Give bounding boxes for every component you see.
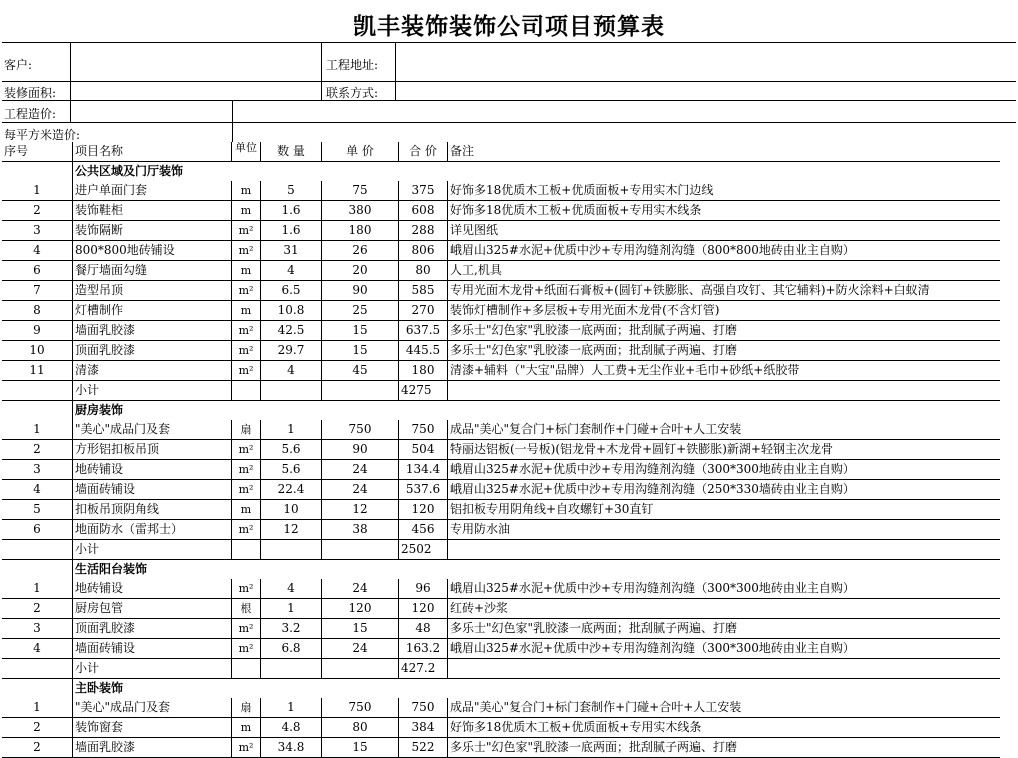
table-row — [2, 579, 1000, 599]
item-name: 清漆 — [73, 361, 232, 381]
item-note: 多乐士"幻色家"乳胶漆一底两面；批刮腻子两遍、打磨 — [448, 619, 1001, 639]
budget-table — [2, 142, 1000, 758]
table-row — [2, 181, 1000, 201]
table-row — [2, 718, 1000, 738]
item-name: 造型吊顶 — [73, 281, 232, 301]
item-unit-price: 26 — [322, 241, 399, 261]
item-unit: 扇 — [232, 698, 261, 718]
table-row — [2, 321, 1000, 341]
item-name: 公共区域及门厅装饰 — [73, 162, 232, 182]
item-total: 445.5 — [399, 341, 448, 361]
section-header-row — [2, 679, 1000, 699]
item-note — [448, 162, 1001, 182]
table-row — [2, 221, 1000, 241]
item-total: 585 — [399, 281, 448, 301]
item-note — [448, 560, 1001, 580]
item-total: 96 — [399, 579, 448, 599]
document-title: 凯丰装饰装饰公司项目预算表 — [353, 14, 665, 40]
item-note: 峨眉山325#水泥+优质中沙+专用沟缝剂沟缝（250*330墙砖由业主自购） — [448, 480, 1001, 500]
table-row — [2, 520, 1000, 540]
item-unit: m² — [232, 241, 261, 261]
row-number — [2, 560, 73, 580]
item-note — [448, 381, 1001, 401]
item-quantity: 29.7 — [261, 341, 322, 361]
item-total: 288 — [399, 221, 448, 241]
item-note: 成品"美心"复合门+标门套制作+门碰+合叶+人工安装 — [448, 698, 1001, 718]
item-unit-price: 24 — [322, 639, 399, 659]
item-total: 375 — [399, 181, 448, 201]
item-name: 装饰隔断 — [73, 221, 232, 241]
item-quantity — [261, 540, 322, 560]
item-quantity — [261, 659, 322, 679]
section-header-row — [2, 560, 1000, 580]
item-name: 地面防水（雷邦士） — [73, 520, 232, 540]
item-note: 红砖+沙浆 — [448, 599, 1001, 619]
row-number: 3 — [2, 460, 73, 480]
item-total: 806 — [399, 241, 448, 261]
row-number: 8 — [2, 301, 73, 321]
item-unit: m² — [232, 341, 261, 361]
item-unit-price: 180 — [322, 221, 399, 241]
item-quantity: 4 — [261, 579, 322, 599]
item-quantity: 4.8 — [261, 718, 322, 738]
col-header-price: 单 价 — [322, 142, 399, 162]
item-unit: m² — [232, 579, 261, 599]
item-quantity: 42.5 — [261, 321, 322, 341]
item-quantity: 34.8 — [261, 738, 322, 758]
item-quantity: 1 — [261, 599, 322, 619]
item-quantity: 31 — [261, 241, 322, 261]
item-unit — [232, 540, 261, 560]
item-total: 504 — [399, 440, 448, 460]
item-unit — [232, 162, 261, 182]
item-unit-price — [322, 560, 399, 580]
item-name: "美心"成品门及套 — [73, 420, 232, 440]
item-note: 清漆+辅料（"大宝"品牌）人工费+无尘作业+毛巾+砂纸+纸胶带 — [448, 361, 1001, 381]
table-row — [2, 341, 1000, 361]
header-row3-border — [2, 122, 1016, 123]
item-quantity — [261, 162, 322, 182]
item-quantity: 1 — [261, 420, 322, 440]
item-quantity: 12 — [261, 520, 322, 540]
item-name: 餐厅墙面勾缝 — [73, 261, 232, 281]
table-row — [2, 599, 1000, 619]
item-total: 522 — [399, 738, 448, 758]
item-note — [448, 659, 1001, 679]
row-number: 6 — [2, 261, 73, 281]
table-row — [2, 619, 1000, 639]
header-row2-border — [2, 100, 1016, 101]
section-header-row — [2, 401, 1000, 421]
item-unit-price: 380 — [322, 201, 399, 221]
item-name: 主卧装饰 — [73, 679, 232, 699]
item-name: 生活阳台装饰 — [73, 560, 232, 580]
item-unit-price — [322, 401, 399, 421]
table-row — [2, 480, 1000, 500]
item-note: 专用光面木龙骨+纸面石膏板+(圆钉+铁膨胀、高强自攻钉、其它辅料)+防火涂料+白蚁清 — [448, 281, 1001, 301]
col-header-qty: 数 量 — [261, 142, 322, 162]
row-number: 1 — [2, 181, 73, 201]
item-note: 好饰多18优质木工板+优质面板+专用实木线条 — [448, 718, 1001, 738]
item-unit: m² — [232, 321, 261, 341]
item-unit: m² — [232, 361, 261, 381]
header-value-divider — [232, 100, 233, 142]
table-row — [2, 281, 1000, 301]
item-note — [448, 540, 1001, 560]
item-name: 墙面砖铺设 — [73, 480, 232, 500]
item-name: 800*800地砖铺设 — [73, 241, 232, 261]
row-number — [2, 679, 73, 699]
item-unit-price — [322, 540, 399, 560]
item-total — [399, 679, 448, 699]
item-unit-price: 90 — [322, 281, 399, 301]
item-name: 小计 — [73, 659, 232, 679]
item-unit-price — [322, 162, 399, 182]
item-total: 384 — [399, 718, 448, 738]
row-number: 10 — [2, 341, 73, 361]
item-name: 墙面砖铺设 — [73, 639, 232, 659]
col-header-note: 备注 — [448, 142, 1001, 162]
item-unit: m — [232, 181, 261, 201]
item-note: 多乐士"幻色家"乳胶漆一底两面；批刮腻子两遍、打磨 — [448, 321, 1001, 341]
col-header-no: 序号 — [2, 142, 73, 162]
table-row — [2, 241, 1000, 261]
item-note: 装饰灯槽制作+多层板+专用光面木龙骨(不含灯管) — [448, 301, 1001, 321]
item-unit-price: 38 — [322, 520, 399, 540]
item-unit-price: 90 — [322, 440, 399, 460]
item-quantity: 4 — [261, 361, 322, 381]
row-number: 9 — [2, 321, 73, 341]
item-quantity: 10 — [261, 500, 322, 520]
item-name: 墙面乳胶漆 — [73, 738, 232, 758]
item-quantity: 10.8 — [261, 301, 322, 321]
item-quantity: 3.2 — [261, 619, 322, 639]
item-unit: m² — [232, 639, 261, 659]
item-unit: m — [232, 201, 261, 221]
col-header-name: 项目名称 — [73, 142, 232, 162]
item-unit: m² — [232, 520, 261, 540]
item-note: 峨眉山325#水泥+优质中沙+专用沟缝剂沟缝（300*300地砖由业主自购） — [448, 460, 1001, 480]
row-number: 4 — [2, 639, 73, 659]
item-quantity: 1.6 — [261, 201, 322, 221]
item-note — [448, 679, 1001, 699]
row-number: 4 — [2, 480, 73, 500]
item-total: 537.6 — [399, 480, 448, 500]
item-total: 608 — [399, 201, 448, 221]
item-name: 装饰窗套 — [73, 718, 232, 738]
item-unit: m — [232, 500, 261, 520]
table-row — [2, 639, 1000, 659]
section-header-row — [2, 162, 1000, 182]
row-number: 7 — [2, 281, 73, 301]
item-unit-price: 750 — [322, 420, 399, 440]
item-total — [399, 401, 448, 421]
item-note: 专用防水油 — [448, 520, 1001, 540]
header-top-border — [2, 42, 1016, 43]
row-number: 11 — [2, 361, 73, 381]
item-total — [399, 560, 448, 580]
item-unit-price: 12 — [322, 500, 399, 520]
subtotal-row — [2, 659, 1000, 679]
row-number: 3 — [2, 619, 73, 639]
row-number: 1 — [2, 420, 73, 440]
item-unit: m — [232, 261, 261, 281]
item-total: 750 — [399, 698, 448, 718]
item-quantity: 5.6 — [261, 440, 322, 460]
table-row — [2, 500, 1000, 520]
item-note: 详见图纸 — [448, 221, 1001, 241]
item-total: 163.2 — [399, 639, 448, 659]
column-header-row — [2, 142, 1000, 162]
item-total: 180 — [399, 361, 448, 381]
header-label-divider — [70, 42, 71, 122]
item-total: 637.5 — [399, 321, 448, 341]
item-unit — [232, 679, 261, 699]
item-quantity: 4 — [261, 261, 322, 281]
row-number — [2, 659, 73, 679]
table-row — [2, 201, 1000, 221]
row-number: 2 — [2, 718, 73, 738]
item-unit-price: 24 — [322, 480, 399, 500]
item-note: 多乐士"幻色家"乳胶漆一底两面；批刮腻子两遍、打磨 — [448, 341, 1001, 361]
item-quantity — [261, 679, 322, 699]
item-total: 48 — [399, 619, 448, 639]
item-unit — [232, 659, 261, 679]
item-note: 好饰多18优质木工板+优质面板+专用实木线条 — [448, 201, 1001, 221]
item-quantity: 22.4 — [261, 480, 322, 500]
row-number: 6 — [2, 520, 73, 540]
item-unit: m² — [232, 619, 261, 639]
row-number: 1 — [2, 579, 73, 599]
item-name: 装饰鞋柜 — [73, 201, 232, 221]
item-name: 方形铝扣板吊顶 — [73, 440, 232, 460]
item-total: 120 — [399, 500, 448, 520]
item-unit-price: 750 — [322, 698, 399, 718]
item-unit: m² — [232, 738, 261, 758]
row-number: 2 — [2, 440, 73, 460]
item-name: 地砖铺设 — [73, 579, 232, 599]
item-unit: m² — [232, 281, 261, 301]
address-label: 工程地址: — [326, 58, 379, 72]
col-header-unit: 单位 — [232, 142, 261, 162]
item-note: 人工,机具 — [448, 261, 1001, 281]
item-name: "美心"成品门及套 — [73, 698, 232, 718]
item-quantity — [261, 401, 322, 421]
item-total: 427.2 — [399, 659, 448, 679]
item-name: 厨房包管 — [73, 599, 232, 619]
item-unit-price: 24 — [322, 460, 399, 480]
item-total: 120 — [399, 599, 448, 619]
item-quantity — [261, 560, 322, 580]
subtotal-row — [2, 381, 1000, 401]
item-unit: 扇 — [232, 420, 261, 440]
item-unit: 根 — [232, 599, 261, 619]
col-header-total: 合 价 — [399, 142, 448, 162]
item-unit-price: 25 — [322, 301, 399, 321]
item-quantity: 1.6 — [261, 221, 322, 241]
table-row — [2, 261, 1000, 281]
item-total — [399, 162, 448, 182]
per-sqm-label: 每平方米造价: — [4, 128, 81, 142]
row-number: 4 — [2, 241, 73, 261]
item-note: 峨眉山325#水泥+优质中沙+专用沟缝剂沟缝（300*300地砖由业主自购） — [448, 579, 1001, 599]
item-quantity: 6.5 — [261, 281, 322, 301]
table-row — [2, 301, 1000, 321]
item-unit — [232, 381, 261, 401]
item-unit-price: 24 — [322, 579, 399, 599]
subtotal-row — [2, 540, 1000, 560]
row-number — [2, 401, 73, 421]
area-label: 装修面积: — [4, 86, 57, 100]
item-note: 好饰多18优质木工板+优质面板+专用实木门边线 — [448, 181, 1001, 201]
item-note: 峨眉山325#水泥+优质中沙+专用沟缝剂沟缝（800*800地砖由业主自购） — [448, 241, 1001, 261]
item-note: 特丽达铝板(一号板)(铝龙骨+木龙骨+圆钉+铁膨胀)新湖+轻钢主次龙骨 — [448, 440, 1001, 460]
item-unit-price: 20 — [322, 261, 399, 281]
item-name: 小计 — [73, 381, 232, 401]
header-mid-divider-left — [321, 42, 322, 100]
item-note — [448, 401, 1001, 421]
customer-label: 客户: — [4, 58, 33, 72]
item-unit-price — [322, 381, 399, 401]
item-unit-price: 45 — [322, 361, 399, 381]
item-quantity: 5.6 — [261, 460, 322, 480]
cost-label: 工程造价: — [4, 107, 57, 121]
item-total: 134.4 — [399, 460, 448, 480]
row-number: 2 — [2, 599, 73, 619]
item-name: 地砖铺设 — [73, 460, 232, 480]
item-quantity: 1 — [261, 698, 322, 718]
item-unit-price: 15 — [322, 619, 399, 639]
item-unit-price: 15 — [322, 341, 399, 361]
item-unit — [232, 560, 261, 580]
header-row1-border — [2, 81, 1016, 82]
item-total: 2502 — [399, 540, 448, 560]
contact-label: 联系方式: — [326, 86, 379, 100]
item-name: 墙面乳胶漆 — [73, 321, 232, 341]
item-name: 厨房装饰 — [73, 401, 232, 421]
row-number: 3 — [2, 221, 73, 241]
row-number: 5 — [2, 500, 73, 520]
table-row — [2, 698, 1000, 718]
item-total: 750 — [399, 420, 448, 440]
row-number: 2 — [2, 201, 73, 221]
item-total: 80 — [399, 261, 448, 281]
table-row — [2, 361, 1000, 381]
item-name: 灯槽制作 — [73, 301, 232, 321]
table-row — [2, 460, 1000, 480]
table-row — [2, 420, 1000, 440]
item-unit: m² — [232, 440, 261, 460]
table-row — [2, 440, 1000, 460]
item-total: 270 — [399, 301, 448, 321]
row-number: 2 — [2, 738, 73, 758]
row-number — [2, 162, 73, 182]
item-total: 456 — [399, 520, 448, 540]
item-unit-price: 80 — [322, 718, 399, 738]
item-name: 扣板吊顶阴角线 — [73, 500, 232, 520]
item-unit: m² — [232, 480, 261, 500]
item-quantity: 5 — [261, 181, 322, 201]
item-unit-price: 15 — [322, 321, 399, 341]
item-unit-price — [322, 679, 399, 699]
item-unit-price — [322, 659, 399, 679]
item-note: 多乐士"幻色家"乳胶漆一底两面；批刮腻子两遍、打磨 — [448, 738, 1001, 758]
item-name: 进户单面门套 — [73, 181, 232, 201]
item-unit-price: 75 — [322, 181, 399, 201]
item-quantity — [261, 381, 322, 401]
item-unit: m — [232, 301, 261, 321]
item-note: 峨眉山325#水泥+优质中沙+专用沟缝剂沟缝（300*300地砖由业主自购） — [448, 639, 1001, 659]
item-name: 顶面乳胶漆 — [73, 619, 232, 639]
header-mid-divider-right — [395, 42, 396, 100]
row-number: 1 — [2, 698, 73, 718]
row-number — [2, 381, 73, 401]
item-name: 顶面乳胶漆 — [73, 341, 232, 361]
item-name: 小计 — [73, 540, 232, 560]
item-unit: m² — [232, 460, 261, 480]
item-note: 铝扣板专用阴角线+自攻螺钉+30直钉 — [448, 500, 1001, 520]
item-unit-price: 120 — [322, 599, 399, 619]
item-total: 4275 — [399, 381, 448, 401]
item-note: 成品"美心"复合门+标门套制作+门碰+合叶+人工安装 — [448, 420, 1001, 440]
table-row — [2, 738, 1000, 758]
item-unit: m² — [232, 221, 261, 241]
item-quantity: 6.8 — [261, 639, 322, 659]
item-unit — [232, 401, 261, 421]
row-number — [2, 540, 73, 560]
item-unit-price: 15 — [322, 738, 399, 758]
item-unit: m — [232, 718, 261, 738]
